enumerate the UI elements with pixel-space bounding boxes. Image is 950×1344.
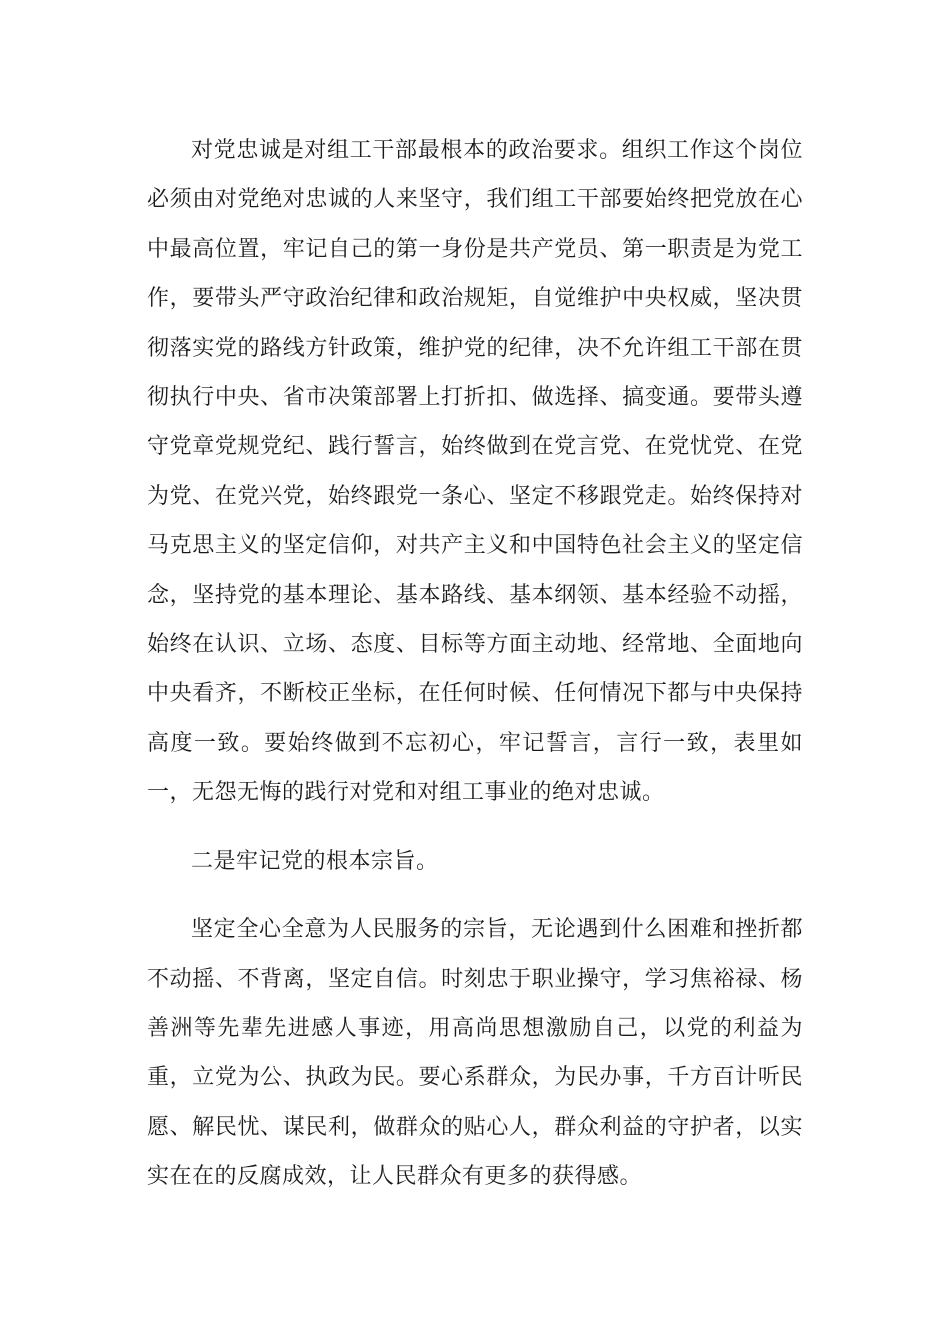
document-body [147, 126, 803, 1202]
paragraph-serve-people: 坚定全心全意为人民服务的宗旨，无论遇到什么困难和挫折都不动摇、不背离，坚定自信。时刻忠于职业操守，学习焦裕禄、杨善洲等先辈先进感人事迹，用高尚思想激励自己，以党的利益为重，立党为公、执政为民。要心系群众，为民办事，千方百计听民愿、解民忧、谋民利，做群众的贴心人，群众利益的守护者，以实实在在的反腐成效，让人民群众有更多的获得感。 [147, 917, 803, 1190]
section-heading-purpose: 二是牢记党的根本宗旨。 [191, 848, 439, 874]
paragraph-loyalty: 对党忠诚是对组工干部最根本的政治要求。组织工作这个岗位必须由对党绝对忠诚的人来坚守，我们组工干部要始终把党放在心中最高位置，牢记自己的第一身份是共产党员、第一职责是为党工作，要带头严守政治纪律和政治规矩，自觉维护中央权威，坚决贯彻落实党的路线方针政策，维护党的纪律，决不允许组工干部在贯彻执行中央、省市决策部署上打折扣、做选择、搞变通。要带头遵守党章党规党纪、践行誓言，始终做到在党言党、在党忧党、在党为党、在党兴党，始终跟党一条心、坚定不移跟党走。始终保持对马克思主义的坚定信仰，对共产主义和中国特色社会主义的坚定信念，坚持党的基本理论、基本路线、基本纲领、基本经验不动摇，始终在认识、立场、态度、目标等方面主动地、经常地、全面地向中央看齐，不断校正坐标，在任何时候、任何情况下都与中央保持高度一致。要始终做到不忘初心，牢记誓言，言行一致，表里如一，无怨无悔的践行对党和对组工事业的绝对忠诚。 [147, 138, 803, 806]
